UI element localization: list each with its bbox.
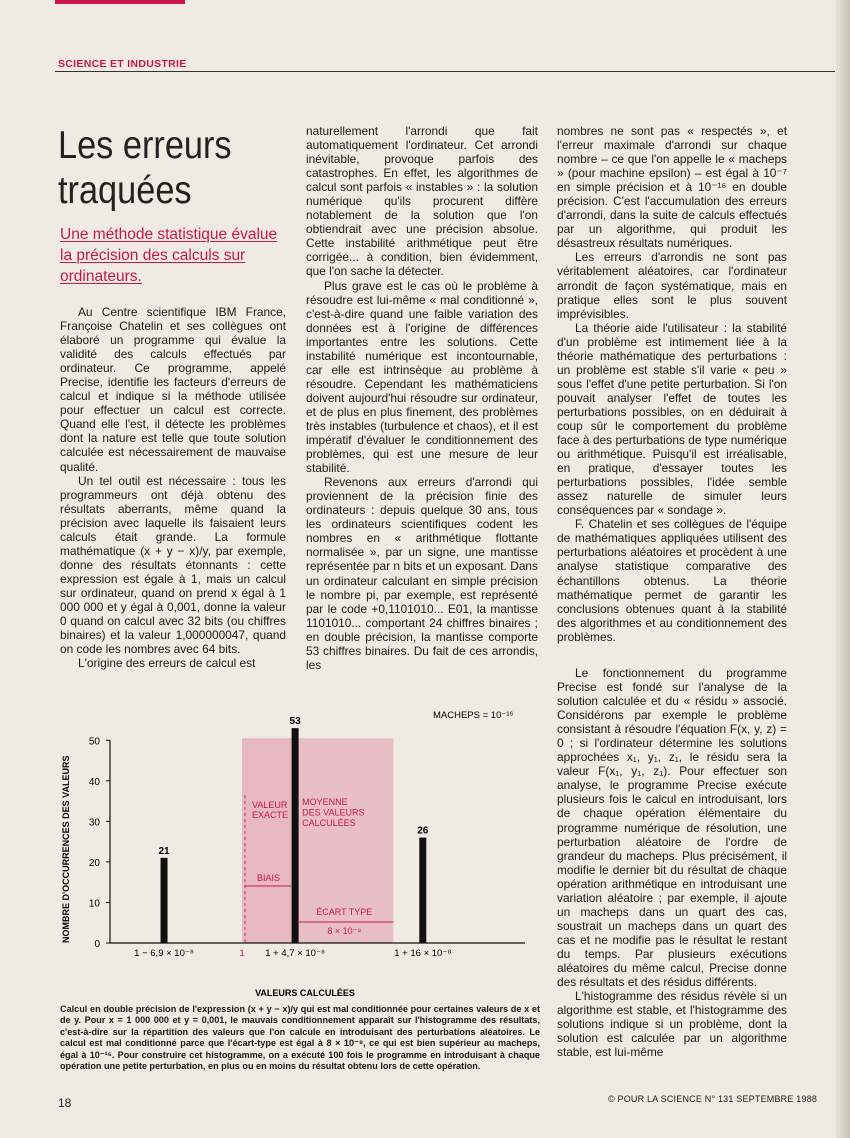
y-tick-label: 30	[88, 817, 100, 829]
column-1	[60, 305, 286, 670]
moyenne-label: CALCULÉES	[302, 818, 356, 828]
valeur-exacte-label: EXACTE	[252, 810, 289, 820]
subtitle-text: Une méthode statistique évalue la précision des calculs sur ordinateurs.	[60, 226, 278, 285]
paragraph: Revenons aux erreurs d'arrondi qui proviennent de la précision finie des ordinateurs : depuis quelque 30 ans, tous les ordinateurs scientifiques codent les nombres en « arithmétique flottante normalisée », par un signe, une mantisse représentée par n bits et un exposant. Dans un ordinateur calculant en simple précision le nombre pi, par exemple, est représenté par le code +0,1101010... E01, la mantisse 1101010... comportant 24 chiffres binaires ; en double précision, la mantisse comporte 53 chiffres binaires. Du fait de ces arrondis, les	[306, 475, 538, 672]
figure-caption: Calcul en double précision de l'expression (x + y − x)/y qui est mal conditionnée pour certaines valeurs de x et de y. Pour x = 1 000 000 et y = 0,001, le mauvais conditionnement apparaît sur l'histogramme des résultats, c'est-à-dire sur la répartition des valeurs que l'on calcule en introduisant des perturbations aléatoires. Le calcul est mal conditionné parce que l'écart-type est égal à 8 × 10⁻⁸, ce qui est bien supérieur au macheps, égal à 10⁻¹⁶. Pour construire cet histogramme, on a exécuté 100 fois le programme en introduisant à chaque opération une petite perturbation, en plus ou en moins du résultat obtenu lors de cette opération.	[60, 1004, 540, 1072]
section-header: SCIENCE ET INDUSTRIE	[58, 58, 187, 70]
histogram-bar	[161, 858, 168, 943]
bar-value-label: 21	[158, 845, 170, 857]
bar-value-label: 26	[417, 825, 429, 837]
ecart-type-label: ÉCART TYPE	[316, 907, 373, 917]
bias-shade-region	[242, 738, 295, 943]
y-tick-label: 20	[88, 857, 100, 869]
biais-label: BIAIS	[257, 873, 281, 883]
header-rule	[55, 71, 835, 72]
paragraph: L'histogramme des résidus révèle si un algorithme est stable, et l'histogramme des solutions indique si un problème, dont la solution est calculée par un algorithme stable, est lui-même	[557, 989, 787, 1060]
x-axis-label: VALEURS CALCULÉES	[255, 988, 355, 998]
exact-value-tick-label: 1	[239, 948, 245, 959]
y-axis-label: NOMBRE D'OCCURRENCES DES VALEURS	[61, 755, 71, 943]
article-title: Les erreurs traquées	[58, 124, 232, 212]
y-tick-label: 10	[88, 898, 100, 910]
paragraph: Le fonctionnement du programme Precise est fondé sur l'analyse de la solution calculée et du « résidu » associé. Considérons par exemple le problème consistant à résoudre l'équation F(x, y, z) = 0 ; si l'ordinateur détermine les solutions approchées x₁, y₁, z₁, le résidu sera la valeur F(x₁, y₁, z₁). Pour effectuer son analyse, le programme Precise exécute plusieurs fois le calcul en introduisant, lors de chaque opération élémentaire du programme numérique de résolution, une perturbation aléatoire de l'ordre de grandeur du macheps. Plus précisément, il modifie le dernier bit du résultat de chaque opération arithmétique en introduisant une variation aléatoire ; par exemple, il ajoute un macheps dans un quart des cas, soustrait un macheps dans un quart des cas et ne modifie pas le résultat le restant du temps. Par plusieurs exécutions aléatoires du même calcul, Precise donne des résultats et des résidus différents.	[557, 666, 787, 990]
paragraph: L'origine des erreurs de calcul est	[78, 656, 256, 671]
x-tick-label: 1 − 6,9 × 10⁻⁸	[134, 948, 194, 959]
paragraph: naturellement l'arrondi que fait automatiquement l'ordinateur. Cet arrondi inévitable, provoque parfois des catastrophes. En effet, les algorithmes de calcul sont parfois « instables » : la solution numérique qu'ils procurent diffère notablement de la solution que l'on obtiendrait avec une précision absolue. Cette instabilité arithmétique peut être corrigée... à condition, bien évidemment, que l'on sache la détecter.	[306, 124, 538, 279]
paragraph: Plus grave est le cas où le problème à résoudre est lui-même « mal conditionné », c'est-à-dire quand une faible variation des données est à l'origine de différences importantes entre les solutions. Cette instabilité numérique est incontournable, car elle est intrinsèque au problème à résoudre. Cependant les mathématiciens doivent aujourd'hui résoudre sur ordinateur, et de plus en plus finement, des problèmes très instables (turbulence et chaos), et il est impératif d'évaluer le conditionnement des problèmes, qui est une mesure de leur stabilité.	[306, 278, 538, 476]
y-tick-label: 0	[94, 939, 100, 950]
article-subtitle	[60, 224, 280, 287]
page-binding-shadow	[836, 0, 850, 1138]
histogram-chart	[55, 700, 545, 1000]
histogram-bar	[292, 728, 299, 943]
bar-value-label: 53	[289, 716, 301, 728]
paragraph: Les erreurs d'arrondis ne sont pas véritablement aléatoires, car l'ordinateur arrondit de façon systématique, mais en pratique elles sont le plus souvent imprévisibles.	[557, 250, 787, 321]
y-tick-label: 50	[88, 736, 100, 748]
histogram-bar	[419, 838, 426, 943]
paragraph: F. Chatelin et ses collègues de l'équipe de mathématiques appliquées utilisent des perturbations aléatoires et procèdent à une analyse statistique comparative des échantillons obtenus. La théorie mathématique permet de garantir les conclusions obtenues quant à la stabilité des algorithmes et au conditionnement des problèmes.	[557, 517, 787, 644]
paragraph: nombres ne sont pas « respectés », et l'erreur maximale d'arrondi sur chaque nombre – ce que l'on appelle le « macheps » (pour machine epsilon) – est égal à 10⁻⁷ en simple précision et à 10⁻¹⁶ en double précision. C'est l'accumulation des erreurs d'arrondi, dans la suite de calculs effectués par un algorithme, qui produit les désastreux résultats numériques.	[557, 124, 787, 251]
macheps-annotation: MACHEPS = 10⁻¹⁶	[433, 710, 514, 721]
paragraph: Au Centre scientifique IBM France, Françoise Chatelin et ses collègues ont élaboré un programme qui évalue la validité des calculs effectués par ordinateur. Ce programme, appelé Precise, identifie les facteurs d'erreurs de calcul et indique si la méthode utilisée pour effectuer un calcul est correcte. Quand elle l'est, il détecte les problèmes dont la nature est telle que toute solution calculée est nécessairement de mauvaise qualité.	[60, 305, 286, 474]
column-3-continued	[557, 666, 787, 1059]
paragraph: La théorie aide l'utilisateur : la stabilité d'un problème est intimement liée à la théorie mathématique des perturbations : un problème est stable s'il varie « peu » sous l'effet d'une petite perturbation. Si l'on pouvait analyser l'effet de toutes les perturbations possibles, on en déduirait à coup sûr le comportement du problème face à des perturbations de type numérique ou arithmétique. Puisqu'il est irréalisable, en pratique, d'essayer toutes les perturbations possibles, l'idée semble assez naturelle de simuler leurs conséquences par « sondage ».	[557, 320, 787, 518]
top-accent-bar	[55, 0, 185, 4]
valeur-exacte-label: VALEUR	[252, 800, 288, 810]
x-tick-label: 1 + 4,7 × 10⁻⁸	[265, 948, 325, 959]
moyenne-label: DES VALEURS	[302, 807, 365, 818]
column-2	[306, 124, 538, 672]
x-tick-label: 1 + 16 × 10⁻⁸	[394, 948, 452, 959]
page-number: 18	[58, 1096, 72, 1110]
y-tick-label: 40	[88, 776, 100, 788]
moyenne-label: MOYENNE	[302, 797, 348, 807]
ecart-type-value: 8 × 10⁻⁸	[327, 926, 362, 936]
paragraph: Un tel outil est nécessaire : tous les programmeurs ont déjà obtenu des résultats aberrants, même quand la précision avec laquelle ils faisaient leurs calculs était grande. La formule mathématique (x + y − x)/y, par exemple, donne des résultats étonnants : cette expression est égale à 1, mais un calcul sur ordinateur, quand on prend x égal à 1 000 000 et y égal à 0,001, donne la valeur 0 quand on calcul avec 32 bits (ou chiffres binaires) et la valeur 1,000000047, quand on code les nombres avec 64 bits.	[60, 473, 286, 657]
column-3	[557, 124, 787, 644]
copyright-footer: © POUR LA SCIENCE N° 131 SEPTEMBRE 1988	[608, 1094, 818, 1104]
